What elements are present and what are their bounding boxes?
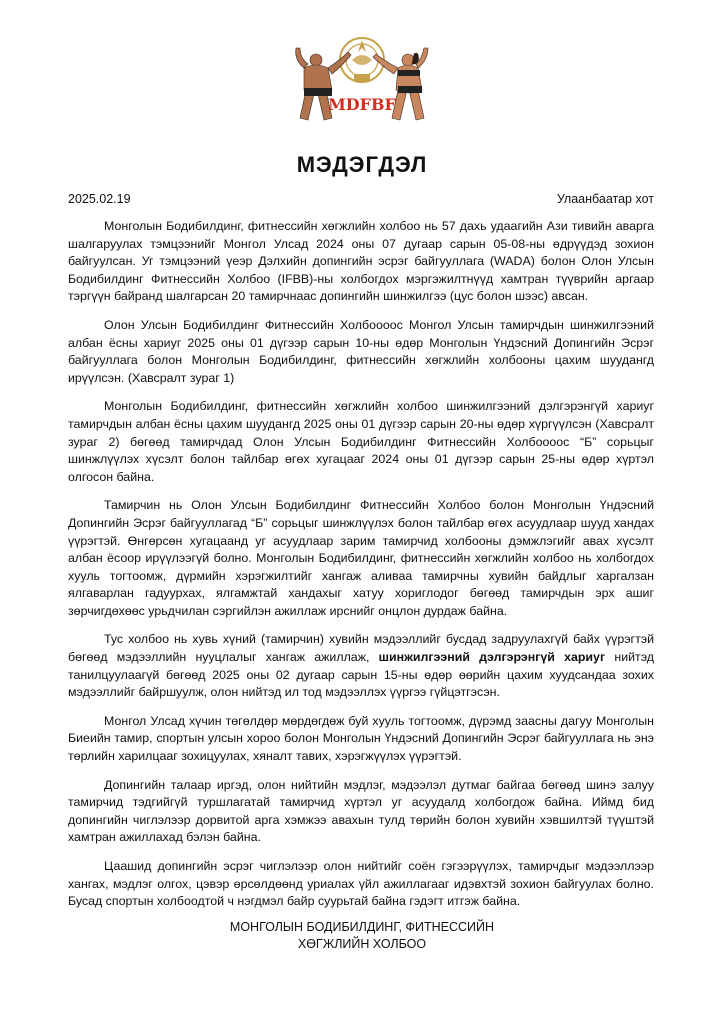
- notice-body: [68, 218, 654, 922]
- signature-block: [0, 919, 724, 953]
- logo-text: MDFBF: [328, 95, 396, 114]
- signature-line-1: МОНГОЛЫН БОДИБИЛДИНГ, ФИТНЕССИЙН: [229, 920, 495, 934]
- paragraph-5-end: нийтэд танилцуулаагүй бөгөөд 2025 оны 02 дугаар сарын 15-ны өдөр өөрийн цахим хуудсандаа зохих мэдээллийг байршуулж, олон нийтэд ил тод мэдээллэх үүргээ гүйцэтгэсэн.: [68, 650, 654, 700]
- paragraph-5-start: Тус холбоо нь хувь хүний (тамирчин) хувийн мэдээллийг бусдад задруулахгүй байх үүрэгтэй бөгөөд мэдээллийн нууцлалыг хангаж ажиллаж,: [68, 632, 654, 665]
- paragraph-5: [68, 631, 654, 701]
- document-date: 2025.02.19: [68, 192, 131, 206]
- paragraph-8: Цаашид допингийн эсрэг чиглэлээр олон нийтийг соён гэгээрүүлэх, тамирчдыг мэдээллээр хангах, мэдлэг олгох, цэвэр өрсөлдөөнд уриалах үйл ажиллагааг идэвхтэй зохион байгуулах болно. Бусад спортын холбоодтой ч нэгдмэл байр суурьтай байна гэдэгт итгэж байна.: [68, 859, 654, 909]
- mdfbf-logo: [282, 30, 442, 140]
- document-place: Улаанбаатар хот: [556, 192, 654, 206]
- paragraph-7: Допингийн талаар иргэд, олон нийтийн мэдлэг, мэдээлэл дутмаг байгаа бөгөөд шинэ залуу тамирчид тэдгийгүй туршлагатай тамирчид хүртэл уг асуудалд холбогдож байна. Иймд бид допингийн чиглэлээр дорвитой арга хэмжээ авахын тулд төрийн болон хувийн хэвшилтэй түүштэй хамтран ажиллахад бэлэн байна.: [68, 777, 654, 845]
- paragraph-5-bold: шинжилгээний дэлгэрэнгүй хариуг: [378, 650, 606, 665]
- signature-line-2: ХӨГЖЛИЙН ХОЛБОО: [297, 937, 427, 951]
- paragraph-3: Монголын Бодибилдинг, фитнессийн хөгжлийн холбоо шинжилгээний дэлгэрэнгүй хариуг тамирчдын албан ёсны цахим шуудангд 2025 оны 01 дүгээр сарын 20-ны өдөр хүргүүлсэн (Хавсралт зураг 2) бөгөөд тамирчдад Олон Улсын Бодибилдинг Фитнессийн Холбоооос “Б” сорьцыг шинжлүүлэх хүсэлт болон тайлбар өгөх хугацааг 2024 оны 01 дүгээр сарын 25-ны өдөр хүртэл олгосон байна.: [68, 399, 654, 484]
- paragraph-4: Тамирчин нь Олон Улсын Бодибилдинг Фитнессийн Холбоо болон Монголын Үндэсний Допингийн Эсрэг байгууллагад “Б” сорьцыг шинжлүүлэх болон тайлбар өгөх асуудлаар шууд хандах үүрэгтэй. Өнгөрсөн хугацаанд уг асуудлаар зарим тамирчид холбооны дэмжлэгийг авах хүсэлт албан ёсоор ирүүлээгүй болно. Монголын Бодибилдинг, фитнессийн хөгжлийн холбоо нь холбогдох хууль тогтоомж, дүрмийн хэрэгжилтийг хангаж аливаа тамирчны хувийн байдлыг харгалзан ялгаварлан гадуурхах, ялгамжтай хандахыг хатуу хориглодог бөгөөд тамирчдын эрх ашиг зөрчигдөхөөс урьдчилан сэргийлэн ажиллаж ирснийг онцлон дурдаж байна.: [68, 498, 654, 618]
- paragraph-1: Монголын Бодибилдинг, фитнессийн хөгжлийн холбоо нь 57 дахь удаагийн Ази тивийн аварга шалгаруулах тэмцээнийг Монгол Улсад 2024 оны 07 дугаар сарын 05-08-ны өдрүүдэд зохион байгуулсан. Уг тэмцээний үеэр Дэлхийн допингийн эсрэг байгууллага (WADA) болон Олон Улсын Бодибилдинг Фитнессийн Холбоо (IFBB)-ны холбогдох мэргэжилтнүүд хамтран түүврийн аргаар тэргүүн байранд шалгарсан 20 тамирчнаас допингийн шинжилгээ (цус болон шээс) авсан.: [68, 219, 654, 304]
- federation-emblem-icon: [282, 30, 442, 140]
- date-place-row: [68, 192, 654, 206]
- paragraph-6: Монгол Улсад хүчин төгөлдөр мөрдөгдөж буй хууль тогтоомж, дүрэмд заасны дагуу Монголын Биеийн тамир, спортын улсын хороо болон Монголын Үндэсний Допингийн Эсрэг байгууллага нь энэ төрлийн харилцааг зохицуулах, хяналт тавих, хэрэгжүүлэх үүрэгтэй.: [68, 713, 654, 764]
- page-title: МЭДЭГДЭЛ: [296, 152, 428, 177]
- paragraph-2: Олон Улсын Бодибилдинг Фитнессийн Холбоооос Монгол Улсын тамирчдын шинжилгээний албан ёсны хариуг 2025 оны 01 дүгээр сарын 10-ны өдөр Монголын Үндэсний Допингийн Эсрэг байгууллага болон Монголын Бодибилдинг, фитнессийн хөгжлийн холбооны цахим шуудангд ирүүлсэн. (Хавсралт зураг 1): [68, 317, 654, 385]
